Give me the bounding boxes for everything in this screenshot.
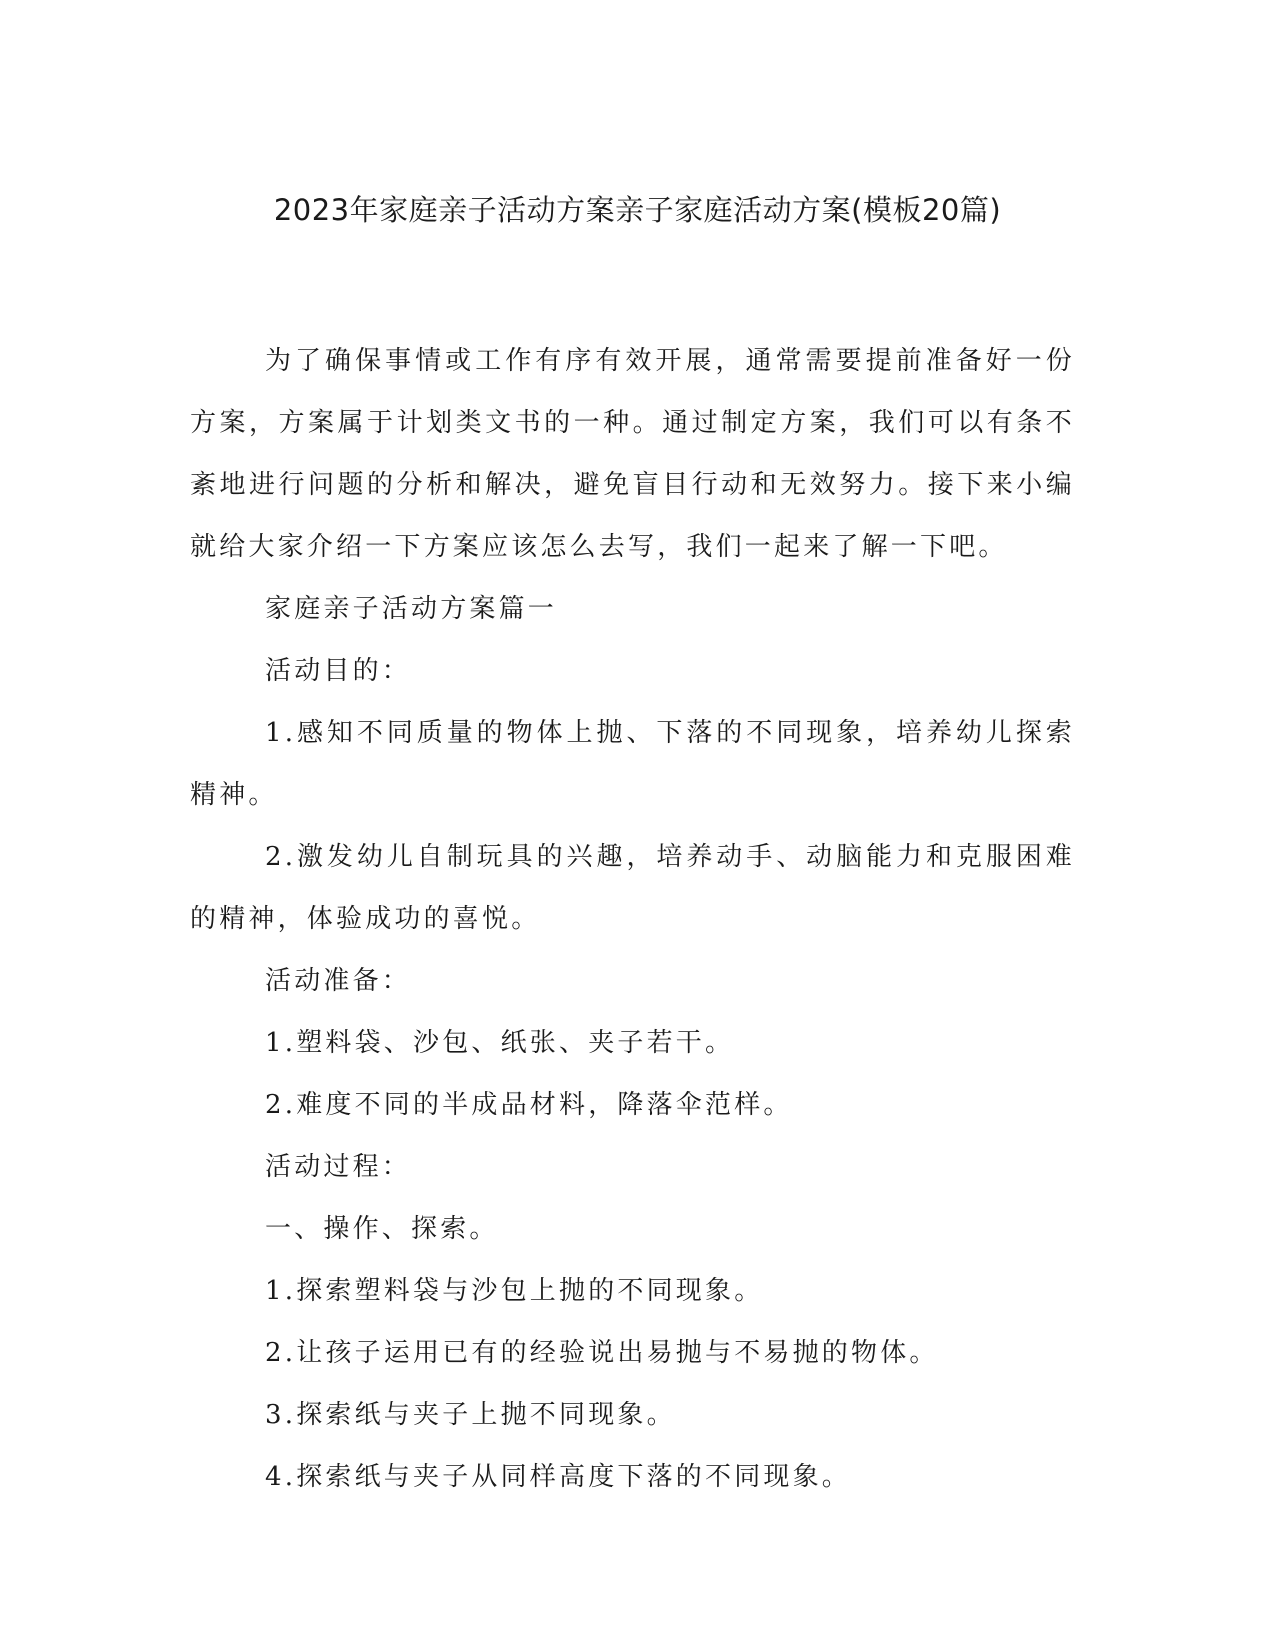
- intro-paragraph: 为了确保事情或工作有序有效开展，通常需要提前准备好一份方案，方案属于计划类文书的一种。通过制定方案，我们可以有条不紊地进行问题的分析和解决，避免盲目行动和无效努力。接下来小编就给大家介绍一下方案应该怎么去写，我们一起来了解一下吧。: [190, 346, 1075, 562]
- document-body: [190, 330, 1075, 1508]
- step-heading: 一、操作、探索。: [265, 1214, 499, 1244]
- subheading-preparation: 活动准备：: [265, 966, 412, 996]
- list-item: 4.探索纸与夹子从同样高度下落的不同现象。: [265, 1462, 852, 1492]
- subheading-goals: 活动目的：: [265, 656, 412, 686]
- subheading-process: 活动过程：: [265, 1152, 412, 1182]
- list-item: 2.激发幼儿自制玩具的兴趣，培养动手、动脑能力和克服困难的精神，体验成功的喜悦。: [190, 842, 1075, 934]
- list-item: 1.探索塑料袋与沙包上抛的不同现象。: [265, 1276, 764, 1306]
- list-item: 2.让孩子运用已有的经验说出易抛与不易抛的物体。: [265, 1338, 939, 1368]
- document-title: 2023年家庭亲子活动方案亲子家庭活动方案(模板20篇): [273, 193, 1002, 227]
- list-item: 1.塑料袋、沙包、纸张、夹子若干。: [265, 1028, 735, 1058]
- section-heading: 家庭亲子活动方案篇一: [265, 594, 558, 624]
- list-item: 3.探索纸与夹子上抛不同现象。: [265, 1400, 676, 1430]
- list-item: 1.感知不同质量的物体上抛、下落的不同现象，培养幼儿探索精神。: [190, 718, 1075, 810]
- list-item: 2.难度不同的半成品材料，降落伞范样。: [265, 1090, 793, 1120]
